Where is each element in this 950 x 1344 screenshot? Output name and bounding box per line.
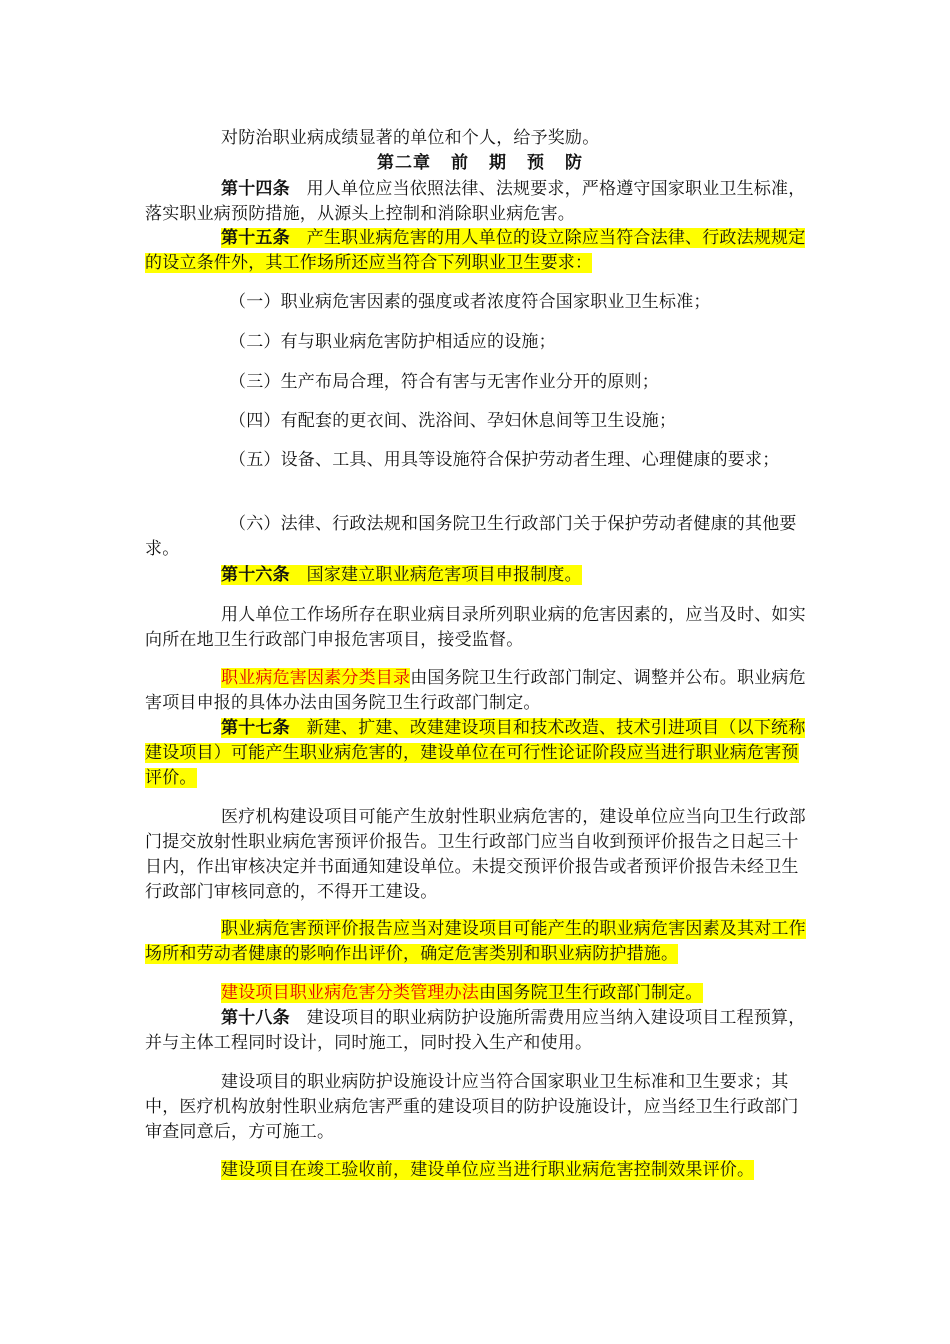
chapter-title-char: 期 (489, 153, 507, 173)
article-17-paragraph-4 (145, 981, 815, 1006)
article-label: 第十四条 (221, 179, 290, 199)
paragraph-text: 职业病危害预评价报告应当对建设项目可能产生的职业病危害因素及其对工作场所和劳动者健康的影响作出评价，确定危害类别和职业病防护措施。 (145, 919, 806, 964)
list-item (145, 370, 815, 395)
article-18-paragraph-3 (145, 1158, 815, 1183)
paragraph-text: 由国务院卫生行政部门制定、调整并公布。职业病危害项目申报的具体办法由国务院卫生行政部门制定。 (145, 668, 806, 713)
article-label: 第十六条 (221, 565, 290, 585)
article-17-paragraph-3 (145, 917, 815, 967)
paragraph-text: 医疗机构建设项目可能产生放射性职业病危害的，建设单位应当向卫生行政部门提交放射性职业病危害预评价报告。卫生行政部门应当自收到预评价报告之日起三十日内，作出审核决定并书面通知建设单位。未提交预评价报告或者预评价报告未经卫生行政部门审核同意的，不得开工建设。 (145, 807, 806, 902)
article-text: 产生职业病危害的用人单位的设立除应当符合法律、行政法规规定的设立条件外，其工作场所还应当符合下列职业卫生要求： (145, 228, 806, 273)
list-item-text: （五）设备、工具、用具等设施符合保护劳动者生理、心理健康的要求； (229, 450, 780, 470)
article-17-paragraph-2 (145, 805, 815, 905)
chapter-title-char: 前 (451, 153, 469, 173)
list-item (145, 409, 815, 434)
paragraph-text: 建设项目在竣工验收前，建设单位应当进行职业病危害控制效果评价。 (221, 1160, 755, 1180)
article-16 (145, 563, 815, 588)
article-text: 国家建立职业病危害项目申报制度。 (306, 565, 582, 585)
list-item-text: （四）有配套的更衣间、洗浴间、孕妇休息间等卫生设施； (229, 411, 677, 431)
list-item (145, 448, 815, 473)
regulation-link[interactable]: 建设项目职业病危害分类管理办法 (221, 983, 479, 1003)
article-text: 建设项目的职业病防护设施所需费用应当纳入建设项目工程预算，并与主体工程同时设计，同时施工，同时投入生产和使用。 (145, 1008, 806, 1053)
intro-text: 对防治职业病成绩显著的单位和个人，给予奖励。 (221, 128, 600, 148)
article-18 (145, 1006, 815, 1056)
article-17 (145, 716, 815, 791)
article-label: 第十七条 (221, 718, 290, 738)
list-item (145, 290, 815, 315)
list-item-text: （三）生产布局合理，符合有害与无害作业分开的原则； (229, 372, 659, 392)
article-label: 第十八条 (221, 1008, 290, 1028)
article-14 (145, 177, 815, 227)
list-item-text: （一）职业病危害因素的强度或者浓度符合国家职业卫生标准； (229, 292, 711, 312)
chapter-number: 第二章 (377, 153, 431, 173)
list-item (145, 330, 815, 355)
list-item-text: （六）法律、行政法规和国务院卫生行政部门关于保护劳动者健康的其他要求。 (145, 514, 797, 559)
article-text: 新建、扩建、改建建设项目和技术改造、技术引进项目（以下统称建设项目）可能产生职业病危害的，建设单位在可行性论证阶段应当进行职业病危害预评价。 (145, 718, 806, 788)
list-item-text: （二）有与职业病危害防护相适应的设施； (229, 332, 556, 352)
catalog-link[interactable]: 职业病危害因素分类目录 (221, 668, 411, 688)
article-16-paragraph-2 (145, 603, 815, 653)
paragraph-text: 由国务院卫生行政部门制定。 (479, 983, 703, 1003)
article-18-paragraph-2 (145, 1070, 815, 1145)
intro-paragraph (145, 126, 815, 151)
chapter-title-char: 预 (527, 153, 545, 173)
chapter-heading (145, 151, 815, 176)
list-item (145, 512, 815, 562)
article-15 (145, 226, 815, 276)
chapter-title-char: 防 (565, 153, 583, 173)
article-16-paragraph-3 (145, 666, 815, 716)
paragraph-text: 建设项目的职业病防护设施设计应当符合国家职业卫生标准和卫生要求；其中，医疗机构放射性职业病危害严重的建设项目的防护设施设计，应当经卫生行政部门审查同意后，方可施工。 (145, 1072, 799, 1142)
paragraph-text: 用人单位工作场所存在职业病目录所列职业病的危害因素的，应当及时、如实向所在地卫生行政部门申报危害项目，接受监督。 (145, 605, 806, 650)
article-label: 第十五条 (221, 228, 290, 248)
article-text: 用人单位应当依照法律、法规要求，严格遵守国家职业卫生标准，落实职业病预防措施，从源头上控制和消除职业病危害。 (145, 179, 806, 224)
